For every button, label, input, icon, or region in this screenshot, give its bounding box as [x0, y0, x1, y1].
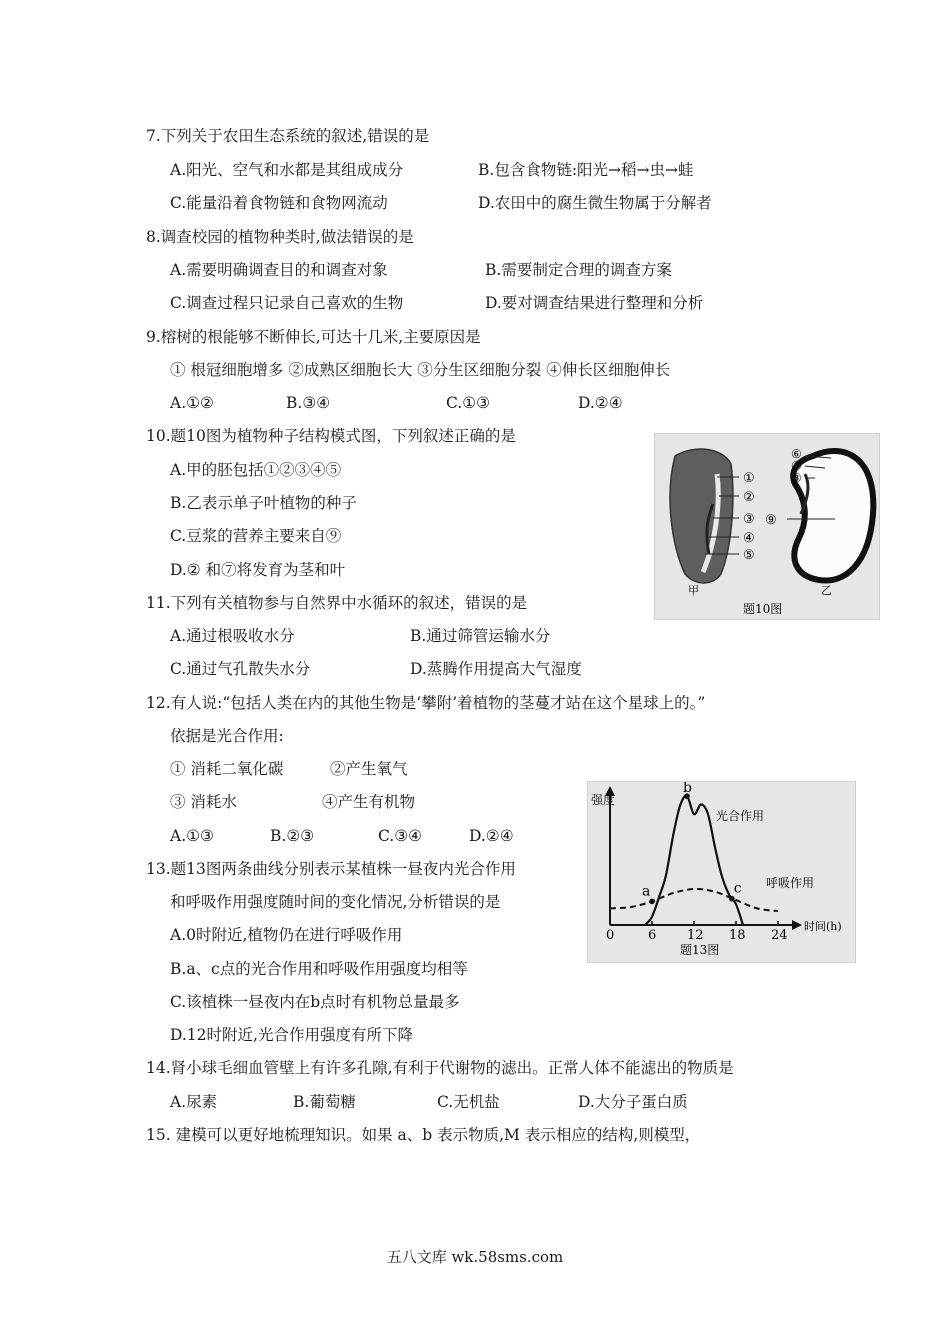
q9-option-c: C.①③: [446, 394, 491, 412]
corn-seed-shape: [670, 449, 733, 583]
q13-option-d: D.12时附近,光合作用强度有所下降: [170, 1026, 413, 1044]
q9-items: ① 根冠细胞增多 ②成熟区细胞长大 ③分生区细胞分裂 ④伸长区细胞伸长: [170, 361, 671, 379]
photosynthesis-chart-figure: [587, 781, 856, 963]
x-axis-label: 时间(h): [804, 920, 842, 933]
q11-option-b: B.通过筛管运输水分: [410, 627, 551, 645]
q8-option-d: D.要对调查结果进行整理和分析: [485, 294, 704, 312]
q9-option-d: D.②④: [578, 394, 623, 412]
q13-option-b: B.a、c点的光合作用和呼吸作用强度均相等: [170, 960, 468, 978]
q12-item-2: ②产生氧气: [330, 760, 408, 778]
q12-option-c: C.③④: [378, 827, 423, 845]
q11-option-a: A.通过根吸收水分: [170, 627, 295, 645]
q10-option-c: C.豆浆的营养主要来自⑨: [170, 527, 342, 545]
q14-option-a: A.尿素: [170, 1093, 218, 1111]
x-tick-label: 18: [729, 928, 746, 943]
q11-option-c: C.通过气孔散失水分: [170, 660, 311, 678]
x-tick-label: 12: [687, 928, 704, 943]
q12-option-b: B.②③: [270, 827, 315, 845]
label-9: ⑨: [765, 513, 777, 528]
label-6: ⑥: [791, 447, 802, 461]
q13-option-c: C.该植株一昼夜内在b点时有机物总量最多: [170, 993, 460, 1011]
figure-caption: 题10图: [743, 602, 783, 616]
q14-option-d: D.大分子蛋白质: [578, 1093, 688, 1111]
seed-name-left: 甲: [688, 584, 699, 597]
q15-stem: 15. 建模可以更好地梳理知识。如果 a、b 表示物质,M 表示相应的结构,则模型，: [146, 1126, 701, 1144]
point-c: [729, 896, 735, 902]
seed-name-right: 乙: [821, 584, 832, 597]
label-5: ⑤: [743, 548, 755, 563]
q12-item-4: ④产生有机物: [322, 793, 416, 811]
q7-option-d: D.农田中的腐生微生物属于分解者: [478, 194, 712, 212]
q10-option-d: D.② 和⑦将发育为茎和叶: [170, 561, 346, 579]
q13-stem-1: 13.题13图两条曲线分别表示某植株一昼夜内光合作用: [146, 860, 516, 878]
x-axis-arrow: [792, 920, 802, 930]
q14-option-c: C.无机盐: [437, 1093, 500, 1111]
label-8: ⑧: [791, 471, 802, 485]
respiration-curve: [610, 889, 778, 911]
q9-stem: 9.榕树的根能够不断伸长,可达十几米,主要原因是: [146, 328, 481, 346]
q14-stem: 14.肾小球毛细血管壁上有许多孔隙,有利于代谢物的滤出。正常人体不能滤出的物质是: [146, 1059, 734, 1077]
q13-stem-2: 和呼吸作用强度随时间的变化情况,分析错误的是: [170, 893, 501, 911]
label-3: ③: [743, 512, 755, 527]
point-a: [649, 899, 655, 905]
q11-stem: 11.下列有关植物参与自然界中水循环的叙述，错误的是: [146, 594, 528, 612]
q8-option-a: A.需要明确调查目的和调查对象: [170, 261, 388, 279]
photosynthesis-label: 光合作用: [716, 809, 765, 823]
seed-structure-figure: [654, 433, 880, 620]
label-7: ⑦: [791, 459, 802, 473]
y-axis-label: 强度: [591, 793, 616, 807]
q10-option-b: B.乙表示单子叶植物的种子: [170, 494, 357, 512]
q9-option-a: A.①②: [170, 394, 214, 412]
respiration-label: 呼吸作用: [766, 876, 815, 890]
q12-option-d: D.②④: [469, 827, 514, 845]
page-footer: 五八文库 wk.58sms.com: [386, 1248, 564, 1266]
q8-option-b: B.需要制定合理的调查方案: [485, 261, 672, 279]
point-label-a: a: [642, 883, 651, 900]
photosynthesis-chart: [588, 782, 855, 962]
x-tick-label: 24: [771, 928, 788, 943]
q7-option-a: A.阳光、空气和水都是其组成成分: [170, 161, 404, 179]
q8-option-c: C.调查过程只记录自己喜欢的生物: [170, 294, 404, 312]
chart-caption: 题13图: [680, 943, 720, 957]
q8-stem: 8.调查校园的植物种类时,做法错误的是: [146, 228, 414, 246]
q7-stem: 7.下列关于农田生态系统的叙述,错误的是: [146, 127, 430, 145]
q11-option-d: D.蒸腾作用提高大气湿度: [410, 660, 582, 678]
q7-option-b: B.包含食物链:阳光→稻→虫→蛙: [478, 161, 694, 179]
q9-option-b: B.③④: [286, 394, 331, 412]
q7-option-c: C.能量沿着食物链和食物网流动: [170, 194, 388, 212]
q12-stem: 12.有人说:“包括人类在内的其他生物是‘攀附’着植物的茎蔓才站在这个星球上的。”: [146, 694, 706, 712]
x-tick-label: 6: [648, 928, 657, 943]
label-1: ①: [743, 471, 755, 486]
q10-option-a: A.甲的胚包括①②③④⑤: [170, 461, 342, 479]
seed-diagram: [655, 434, 879, 619]
x-tick-label: 0: [606, 928, 615, 943]
point-label-b: b: [683, 782, 692, 797]
q12-item-3: ③ 消耗水: [170, 793, 237, 811]
point-label-c: c: [733, 880, 742, 897]
q12-basis: 依据是光合作用:: [170, 727, 284, 745]
q13-option-a: A.0时附近,植物仍在进行呼吸作用: [170, 926, 403, 944]
bean-seed-shape: [793, 451, 873, 581]
q10-stem: 10.题10图为植物种子结构模式图，下列叙述正确的是: [146, 427, 516, 445]
q12-item-1: ① 消耗二氧化碳: [170, 760, 284, 778]
q12-option-a: A.①③: [170, 827, 214, 845]
label-4: ④: [743, 531, 755, 546]
q14-option-b: B.葡萄糖: [293, 1093, 356, 1111]
label-2: ②: [743, 490, 755, 505]
